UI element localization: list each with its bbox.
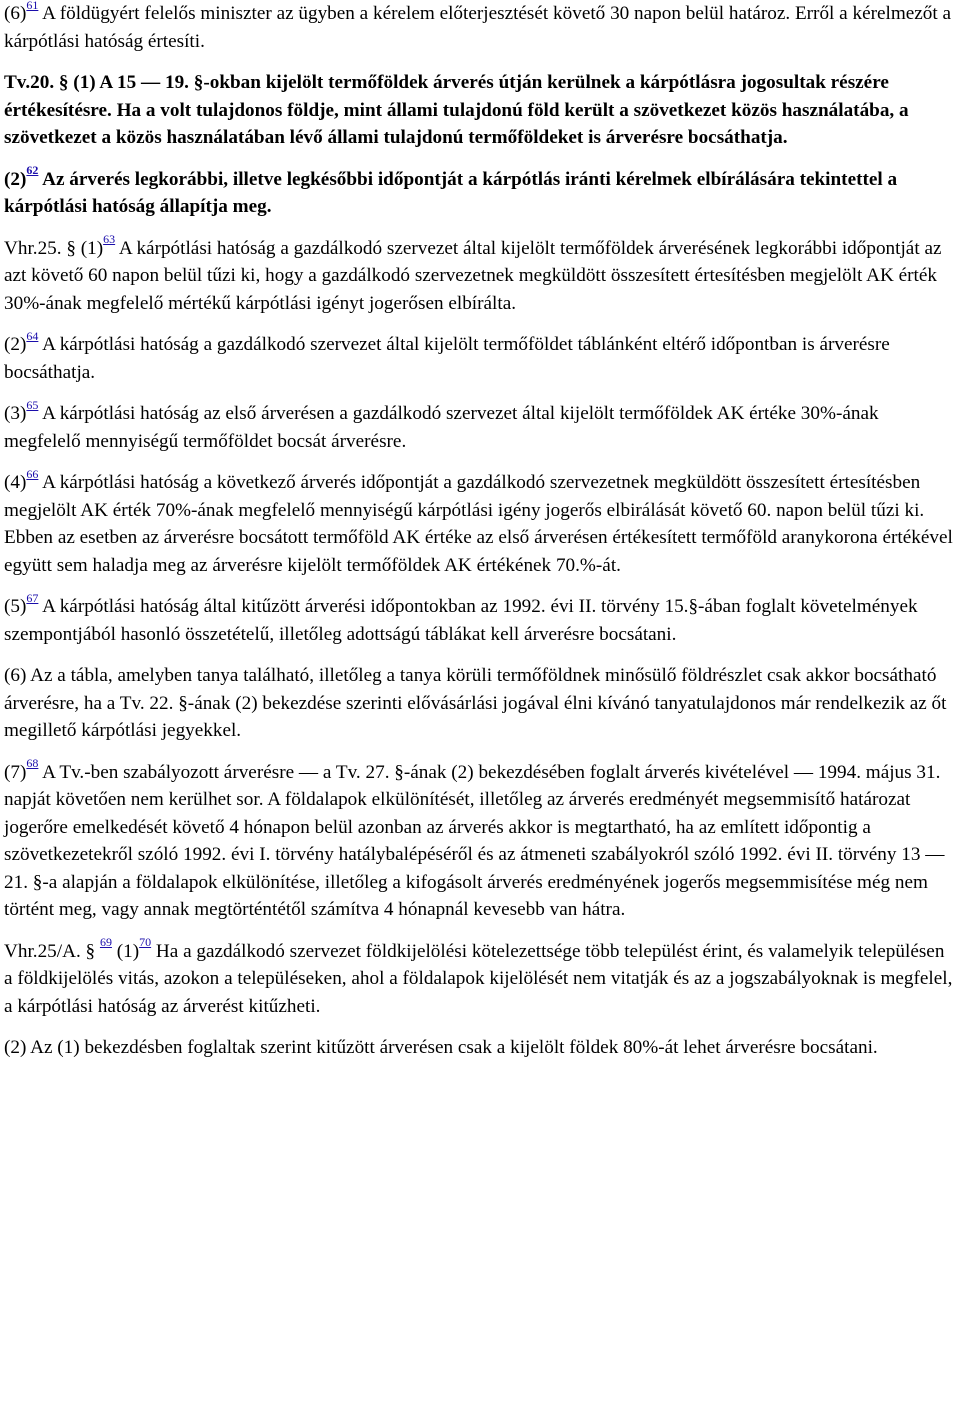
paragraph-vhr25a-1: Vhr.25/A. § $^{69}$ (1)$^{70}$ Ha a gazdálkodó szervezet földkijelölési kötelezettsége több települést érint, és valamelyik településen a földkijelölés vitás, azokon a településeken, ahol a földalapok kijelölését nem vitatják és az a jogszabályoknak is megfelel, a kárpótlási hatóság az árverést kitűzheti. — [4, 935, 953, 1017]
paragraph-vhr25-1: Vhr.25. § (1)$^{63}$ A kárpótlási hatóság a gazdálkodó szervezet által kijelölt termőföldek árverésének legkorábbi időpontját az azt követő 60 napon belül tűzi ki, hogy a gazdálkodó szervezetnek megküldött összesített értesítésben megjelölt AK érték 30%-ának megfelelő mértékű kárpótlási igényt jogerősen elbírálta. — [4, 232, 942, 314]
paragraph-vhr25-2: (2)$^{64}$ A kárpótlási hatóság a gazdálkodó szervezet által kijelölt termőföldet táblánként eltérő időpontban is árverésre bocsáthatja. — [4, 328, 890, 383]
paragraph-vhr25-6: (6) Az a tábla, amelyben tanya található, illetőleg a tanya körüli termőföldnek minősülő földrészlet csak akkor bocsátható árverésre, ha a Tv. 22. §-ának (2) bekezdése szerinti elővásárlási jogával élni kívánó tanyatulajdonos már rendelkezik az őt megillető kárpótlási jegyekkel. — [4, 665, 947, 741]
footnote-link-65[interactable]: 65 — [26, 397, 39, 412]
footnote-link-69[interactable]: 69 — [99, 935, 112, 950]
paragraph-vhr25-5: (5)$^{67}$ A kárpótlási hatóság által kitűzött árverési időpontokban az 1992. évi II. törvény 15.§-ában foglalt követelmények szempontjából hasonló összetételű, illetőleg adottságú táblákat kell árverésre bocsátani. — [4, 590, 918, 645]
paragraph-vhr25-4: (4)$^{66}$ A kárpótlási hatóság a következő árverés időpontját a gazdálkodó szervezetnek megküldött összesített értesítésben megjelölt AK érték 70%-ának megfelelő mennyiségű kárpótlási igény jogerős elbirálását követő 60. napon belül tűzi ki. Ebben az esetben az árverésre bocsátott termőföld AK értéke az első árverésen értékesített termőföld aranykorona értékével együtt sem haladja meg az árverésre kijelölt termőföldek AK értékének 70.%-át. — [4, 466, 953, 576]
footnote-link-63[interactable]: 63 — [103, 232, 116, 247]
footnote-link-70[interactable]: 70 — [139, 935, 152, 950]
paragraph-vhr25-3: (3)$^{65}$ A kárpótlási hatóság az első árverésen a gazdálkodó szervezet által kijelölt termőföldek AK értéke 30%-ának megfelelő mennyiségű termőföldet bocsát árverésre. — [4, 397, 879, 452]
paragraph-vhr25a-2: (2) Az (1) bekezdésben foglaltak szerint kitűzött árverésen csak a kijelölt földek 80%-át lehet árverésre bocsátani. — [4, 1037, 878, 1058]
paragraph-6: (6)$^{61}$ A földügyért felelős miniszter az ügyben a kérelem előterjesztését követő 30 napon belül határoz. Erről a kérelmezőt a kárpótlási hatóság értesíti. — [4, 0, 957, 55]
footnote-link-62[interactable]: 62 — [26, 163, 39, 178]
footnote-link-68[interactable]: 68 — [26, 756, 39, 771]
paragraph-tv20-2: (2)$^{62}$ Az árverés legkorábbi, illetve legkésőbbi időpontját a kárpótlás iránti kérelmek elbírálására tekintettel a kárpótlási hatóság állapítja meg. — [4, 163, 898, 217]
paragraph-tv20: Tv.20. § (1) A 15 — 19. §-okban kijelölt termőföldek árverés útján kerülnek a kárpótlásra jogosultak részére értékesítésre. Ha a volt tulajdonos földje, mint állami tulajdonú föld került a szövetkezet közös használatába, a szövetkezet a közös használatában lévő állami tulajdonú termőföldeket is árverésre bocsáthatja. — [4, 72, 909, 148]
footnote-link-67[interactable]: 67 — [26, 590, 39, 605]
footnote-link-64[interactable]: 64 — [26, 328, 39, 343]
footnote-link-66[interactable]: 66 — [26, 466, 39, 481]
paragraph-vhr25-7: (7)$^{68}$ A Tv.-ben szabályozott árverésre — a Tv. 27. §-ának (2) bekezdésében foglalt árverés kivételével — 1994. május 31. napját követően nem kerülhet sor. A földalapok elkülönítését, illetőleg az árverés eredményét megsemmisítő határozat jogerőre emelkedését követő 4 hónapon belül azonban az árverés akkor is megtartható, ha az említett időpontig a szövetkezetekről szóló 1992. évi I. törvény hatálybalépéséről és az átmeneti szabályokról szóló 1992. évi II. törvény 13 — 21. §-a alapján a földalapok elkülönítése, illetőleg a kifogásolt árverés eredményének jogerős megsemmisítése még nem történt meg, vagy annak megtörténtétől számítva 4 hónapnál kevesebb van hátra. — [4, 756, 945, 920]
footnote-link-61[interactable]: 61 — [26, 0, 39, 12]
section-heading-tv20: Tv.20. § (1) A 15 — 19. §-okban kijelölt termőföldek árverés útján kerülnek a kárpótlásra jogosultak részére értékesítésre. — [4, 72, 889, 121]
